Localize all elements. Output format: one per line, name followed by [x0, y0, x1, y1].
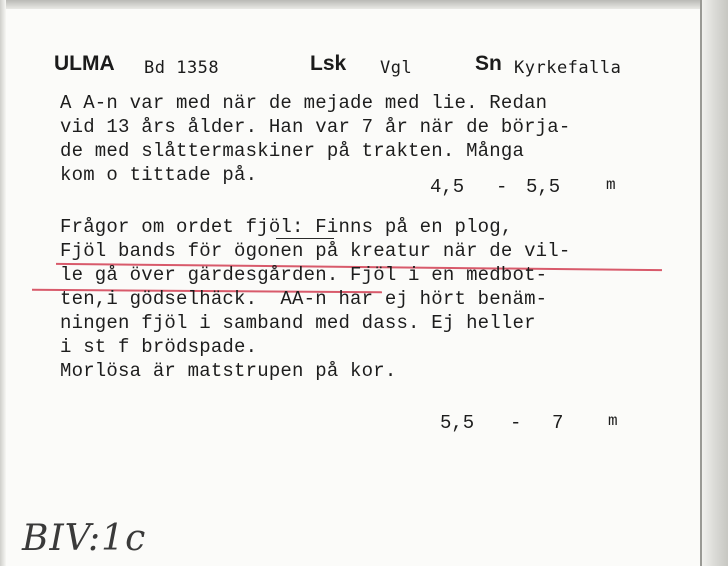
- lsk-value: Vgl: [380, 58, 413, 78]
- measure-from: 5,5: [440, 412, 475, 434]
- text-line: A A-n var med när de mejade med lie. Redan: [60, 92, 548, 114]
- text-line: de med slåttermaskiner på trakten. Många: [60, 140, 525, 162]
- measure-unit: m: [606, 176, 616, 194]
- text-line: Morlösa är matstrupen på kor.: [60, 360, 397, 382]
- text-line: kom o tittade på.: [60, 164, 258, 186]
- card-right-edge: [700, 0, 728, 566]
- sn-label: Sn: [475, 52, 502, 75]
- measure-dash: -: [496, 176, 508, 198]
- measure-from: 4,5: [430, 176, 465, 198]
- ulma-value: Bd 1358: [144, 58, 220, 78]
- text-line: le gå över gärdesgården. Fjöl i en medbot-: [60, 264, 548, 286]
- handwritten-note: BIV:1c: [22, 518, 147, 559]
- measure-to: 7: [552, 412, 564, 434]
- measure-dash: -: [510, 412, 522, 434]
- text-line: Frågor om ordet fjöl: Finns på en plog,: [60, 216, 513, 238]
- card-top-edge: [0, 0, 728, 9]
- lsk-label: Lsk: [310, 52, 347, 75]
- card-left-edge: [0, 0, 6, 566]
- text-line: ningen fjöl i samband med dass. Ej heller: [60, 312, 536, 334]
- word-underline: [276, 238, 334, 239]
- text-line: Fjöl bands för ögonen på kreatur när de vil-: [60, 240, 571, 262]
- measure-to: 5,5: [526, 176, 561, 198]
- text-line: i st f brödspade.: [60, 336, 258, 358]
- ulma-label: ULMA: [54, 52, 115, 75]
- sn-value: Kyrkefalla: [514, 58, 622, 78]
- text-line: ten,i gödselhäck. AA-n har ej hört benäm-: [60, 288, 548, 310]
- text-line: vid 13 års ålder. Han var 7 år när de börja-: [60, 116, 571, 138]
- measure-unit: m: [608, 412, 618, 430]
